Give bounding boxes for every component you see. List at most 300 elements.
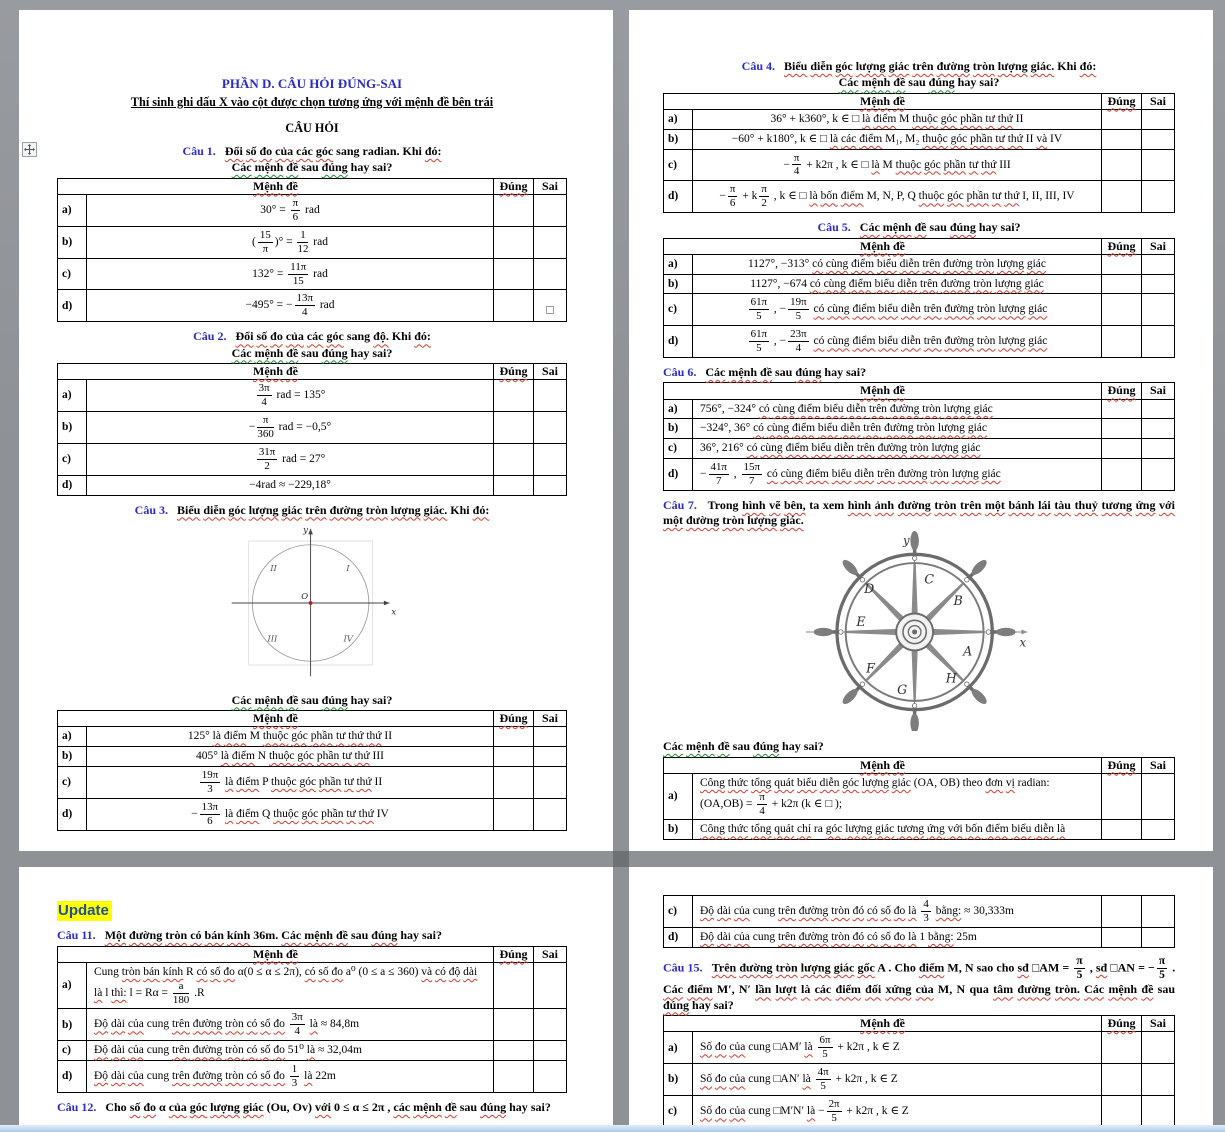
- statement-cell: Độ dài của cung trên đường tròn đó có số đo là $\frac{4}{3}$ bằng: ≈ 30,333m: [693, 896, 1102, 928]
- dung-answer-cell[interactable]: [1102, 1096, 1142, 1128]
- question-table: [57, 178, 567, 323]
- sai-answer-cell[interactable]: [534, 226, 567, 258]
- table-row: [664, 110, 1175, 130]
- dung-answer-cell[interactable]: [1102, 820, 1142, 840]
- row-key: a): [664, 110, 693, 130]
- col-header-menh-de: Mệnh đề: [58, 946, 494, 962]
- table-row: [664, 149, 1175, 181]
- row-key: d): [58, 1061, 87, 1093]
- table-row: [58, 412, 567, 444]
- table-row: [664, 1032, 1175, 1064]
- question-heading: Câu 11. Một đường tròn có bán kính 36m. Các mệnh đề sau đúng hay sai?: [57, 928, 443, 943]
- dung-answer-cell[interactable]: [494, 766, 534, 798]
- dung-answer-cell[interactable]: [1102, 399, 1142, 419]
- sai-answer-cell[interactable]: [1142, 1064, 1175, 1096]
- svg-text:H: H: [945, 670, 957, 686]
- svg-text:O: O: [301, 591, 309, 602]
- question-table: [57, 946, 567, 1093]
- sai-answer-cell[interactable]: [534, 1009, 567, 1041]
- table-row: [664, 458, 1175, 490]
- table-move-handle-icon[interactable]: [22, 142, 37, 157]
- svg-text:x: x: [1019, 636, 1027, 651]
- dung-answer-cell[interactable]: [1102, 773, 1142, 820]
- row-key: b): [58, 226, 87, 258]
- sai-answer-cell[interactable]: [534, 1041, 567, 1061]
- statement-cell: − $\frac{13\pi}{6}$ là điểm Q thuộc góc phần tư thứ IV: [87, 798, 494, 830]
- sai-answer-cell[interactable]: [1142, 129, 1175, 149]
- question-q2: [57, 329, 567, 495]
- col-header-dung: Đúng: [1102, 383, 1142, 399]
- sai-answer-cell[interactable]: [1142, 419, 1175, 439]
- statement-cell: 36° + k360°, k ∈ □ là điểm M thuộc góc phần tư thứ II: [693, 110, 1102, 130]
- sai-answer-cell[interactable]: [534, 727, 567, 747]
- table-row: [58, 444, 567, 476]
- sai-answer-cell[interactable]: [534, 962, 567, 1009]
- sai-answer-cell[interactable]: [1142, 181, 1175, 213]
- col-header-sai: Sai: [1142, 383, 1175, 399]
- dung-answer-cell[interactable]: [494, 1041, 534, 1061]
- dung-answer-cell[interactable]: [1102, 274, 1142, 294]
- col-header-menh-de: Mệnh đề: [664, 1016, 1102, 1032]
- col-header-menh-de: Mệnh đề: [58, 711, 494, 727]
- row-key: c): [664, 294, 693, 326]
- fraction: $\frac{\pi}{5}$: [1076, 954, 1083, 981]
- col-header-sai: Sai: [534, 178, 567, 194]
- table-row: [58, 798, 567, 830]
- col-header-dung: Đúng: [494, 711, 534, 727]
- statement-cell: −324°, 36° có cùng điểm biểu diễn trên đường tròn lượng giác: [693, 419, 1102, 439]
- col-header-sai: Sai: [1142, 238, 1175, 254]
- col-header-sai: Sai: [1142, 1016, 1175, 1032]
- fraction: $\frac{\pi}{4}$: [793, 151, 800, 178]
- dung-answer-cell[interactable]: [494, 747, 534, 767]
- col-header-dung: Đúng: [494, 364, 534, 380]
- fraction: $\frac{4}{3}$: [923, 898, 929, 924]
- col-header-dung: Đúng: [494, 946, 534, 962]
- row-key: b): [664, 129, 693, 149]
- svg-text:B: B: [953, 593, 963, 609]
- row-key: b): [58, 412, 87, 444]
- section-subtitle: CÂU HỎI: [285, 121, 339, 136]
- row-key: b): [664, 419, 693, 439]
- sai-answer-cell[interactable]: [1142, 1096, 1175, 1128]
- fraction: $\frac{15}{\pi}$: [259, 228, 271, 255]
- dung-answer-cell[interactable]: [494, 798, 534, 830]
- question-heading: Câu 6. Các mệnh đề sau đúng hay sai?: [663, 365, 867, 380]
- row-key: d): [58, 475, 87, 495]
- svg-text:IV: IV: [343, 633, 353, 644]
- col-header-dung: Đúng: [1102, 757, 1142, 773]
- statement-cell: Công thức tổng quát chỉ ra góc lượng giác tương ứng với bốn điểm biểu diễn là: [693, 820, 1102, 840]
- sai-answer-cell[interactable]: [534, 766, 567, 798]
- fraction: $\frac{15\pi}{7}$: [743, 460, 760, 487]
- dung-answer-cell[interactable]: [1102, 254, 1142, 274]
- col-header-sai: Sai: [1142, 757, 1175, 773]
- sai-answer-cell[interactable]: [534, 1061, 567, 1093]
- dung-answer-cell[interactable]: [1102, 458, 1142, 490]
- question-subprompt: Các mệnh đề sau đúng hay sai?: [231, 160, 393, 175]
- continuation-table: [663, 895, 1175, 948]
- question-label: Câu 11.: [57, 928, 96, 943]
- dung-answer-cell[interactable]: [1102, 326, 1142, 358]
- table-row: [58, 290, 567, 322]
- sai-answer-cell[interactable]: [1142, 399, 1175, 419]
- row-key: d): [58, 798, 87, 830]
- statement-cell: Số đo của cung □AN′ là $\frac{4\pi}{5}$ + k2π , k ∈ Z: [693, 1064, 1102, 1096]
- col-header-sai: Sai: [534, 946, 567, 962]
- statement-cell: $\frac{19\pi}{3}$ là điểm P thuộc góc phần tư thứ II: [87, 766, 494, 798]
- statement-cell: − $\frac{\pi}{360}$ rad = −0,5°: [87, 412, 494, 444]
- row-key: d): [664, 181, 693, 213]
- table-row: [58, 1061, 567, 1093]
- dung-answer-cell[interactable]: [1102, 294, 1142, 326]
- table-row: [58, 226, 567, 258]
- dung-answer-cell[interactable]: [1102, 129, 1142, 149]
- question-subprompt: Các mệnh đề sau đúng hay sai?: [663, 739, 824, 754]
- dung-answer-cell[interactable]: [1102, 439, 1142, 459]
- sai-answer-cell[interactable]: [1142, 326, 1175, 358]
- fraction: $\frac{\pi}{2}$: [761, 183, 767, 210]
- sai-answer-cell[interactable]: [1142, 896, 1175, 928]
- section-title: PHẦN D. CÂU HỎI ĐÚNG-SAI: [221, 76, 403, 91]
- dung-answer-cell[interactable]: [1102, 927, 1142, 947]
- table-row: [58, 766, 567, 798]
- statement-cell: 1127°, −313° có cùng điểm biểu diễn trên đường tròn lượng giác: [693, 254, 1102, 274]
- col-header-sai: Sai: [534, 364, 567, 380]
- fraction: $\frac{61\pi}{5}$: [750, 296, 768, 323]
- question-table: [663, 1015, 1175, 1128]
- question-table: [663, 238, 1175, 358]
- question-heading: Câu 3. Biểu diễn góc lượng giác trên đường tròn lượng giác. Khi đó:: [134, 502, 490, 517]
- dung-answer-cell[interactable]: [494, 412, 534, 444]
- statement-cell: −495° = − $\frac{13\pi}{4}$ rad: [87, 290, 494, 322]
- unit-circle-figure: [211, 521, 413, 685]
- row-key: b): [58, 1009, 87, 1041]
- question-label: Câu 7.: [663, 497, 697, 512]
- col-header-menh-de: Mệnh đề: [58, 178, 494, 194]
- question-label: Câu 1.: [182, 143, 216, 158]
- table-row: [664, 274, 1175, 294]
- row-key: d): [664, 458, 693, 490]
- row-key: c): [58, 258, 87, 290]
- sai-answer-cell[interactable]: [1142, 927, 1175, 947]
- fraction: $\frac{31\pi}{2}$: [258, 446, 276, 472]
- table-row: [58, 1041, 567, 1061]
- table-row: [664, 294, 1175, 326]
- dung-answer-cell[interactable]: [1102, 181, 1142, 213]
- row-key: c): [58, 1041, 87, 1061]
- svg-text:x: x: [391, 606, 397, 617]
- document-page-bottom-left: [19, 867, 613, 1132]
- row-key: b): [664, 820, 693, 840]
- statement-cell: 132° = $\frac{11\pi}{15}$ rad: [87, 258, 494, 290]
- table-row: [664, 254, 1175, 274]
- dung-answer-cell[interactable]: [1102, 1032, 1142, 1064]
- svg-text:G: G: [897, 682, 908, 698]
- update-badge: Update: [57, 901, 112, 921]
- col-header-dung: Đúng: [1102, 93, 1142, 109]
- document-page-bottom-right: [629, 867, 1213, 1132]
- row-key: a): [58, 962, 87, 1009]
- row-key: a): [58, 194, 87, 226]
- fraction: $\frac{13\pi}{4}$: [296, 292, 313, 319]
- question-label: Câu 3.: [134, 502, 169, 517]
- question-heading: Câu 4. Biểu diễn góc lượng giác trên đường tròn lượng giác. Khi đó:: [741, 59, 1097, 73]
- table-row: [664, 439, 1175, 459]
- dung-answer-cell[interactable]: [494, 258, 534, 290]
- row-key: d): [664, 927, 693, 947]
- question-subprompt: Các mệnh đề sau đúng hay sai?: [838, 75, 1000, 90]
- question-heading: Câu 5. Các mệnh đề sau đúng hay sai?: [817, 220, 1021, 235]
- table-row: [664, 1064, 1175, 1096]
- question-q7: [663, 498, 1175, 840]
- svg-text:I: I: [346, 563, 350, 574]
- statement-cell: $\frac{31\pi}{2}$ rad = 27°: [87, 444, 494, 476]
- question-heading: Câu 15. Trên đường tròn lượng giác gốc A . Cho điểm M, N sao cho sđ □AM = $\frac{\pi}{5}$ , sđ □AN = − $\frac{\pi}{5}$ . Các điểm M′, N′ lần lượt là các điểm đối xứng của M, N qua tâm đường tròn. Các mệnh đề sau đúng hay sai?: [663, 954, 1176, 1012]
- question-heading: Câu 7. Trong hình vẽ bên, ta xem hình ảnh đường tròn trên một bánh lái tàu thuỷ tương ứng với một đường tròn lượng giác.: [663, 497, 1176, 528]
- document-page-top-left: [19, 10, 613, 851]
- table-row: [664, 1096, 1175, 1128]
- row-key: d): [664, 326, 693, 358]
- questions-container: [663, 895, 1175, 1128]
- svg-text:II: II: [270, 563, 277, 574]
- sai-answer-cell[interactable]: [1142, 274, 1175, 294]
- anchor-mark: [546, 306, 554, 314]
- statement-cell: Độ dài của cung trên đường tròn có số đo 51⁰ là ≈ 32,04m: [87, 1041, 494, 1061]
- row-key: c): [58, 444, 87, 476]
- questions-container: [57, 928, 567, 1093]
- sai-answer-cell[interactable]: [534, 798, 567, 830]
- col-header-menh-de: Mệnh đề: [664, 238, 1102, 254]
- dung-answer-cell[interactable]: [494, 475, 534, 495]
- questions-container: [663, 59, 1175, 840]
- statement-cell: Cung tròn bán kính R có số đo α(0 ≤ α ≤ 2π), có số đo a⁰ (0 ≤ a ≤ 360) và có độ dài là l thì: l = Rα = $\frac{a}{180}$ .R: [87, 962, 494, 1009]
- dung-answer-cell[interactable]: [494, 1009, 534, 1041]
- svg-text:C: C: [924, 571, 934, 587]
- statement-cell: Độ dài của cung trên đường tròn có số đo $\frac{1}{3}$ là 22m: [87, 1061, 494, 1093]
- statement-cell: −4rad ≈ −229,18°: [87, 475, 494, 495]
- dung-answer-cell[interactable]: [494, 380, 534, 412]
- question-table: [663, 757, 1175, 841]
- question-label: Câu 2.: [193, 329, 227, 344]
- dung-answer-cell[interactable]: [494, 727, 534, 747]
- question-q5: [663, 220, 1175, 358]
- statement-cell: −60° + k180°, k ∈ □ là các điểm M₁, M₂ thuộc góc phần tư thứ II và IV: [693, 129, 1102, 149]
- statement-cell: − $\frac{\pi}{6}$ + k $\frac{\pi}{2}$ , k ∈ □ là bốn điểm M, N, P, Q thuộc góc phần tư thứ I, II, III, IV: [693, 181, 1102, 213]
- question-table: [57, 710, 567, 830]
- row-key: a): [664, 1032, 693, 1064]
- statement-cell: Số đo của cung □M′N′ là − $\frac{2\pi}{5}$ + k2π , k ∈ Z: [693, 1096, 1102, 1128]
- row-key: b): [58, 747, 87, 767]
- fraction: $\frac{23\pi}{4}$: [790, 328, 807, 355]
- col-header-dung: Đúng: [494, 178, 534, 194]
- question-12-heading: Câu 12. Cho số đo α của góc lượng giác (Ou, Ov) với 0 ≤ α ≤ 2π , các mệnh đề sau đúng hay sai?: [57, 1099, 551, 1114]
- svg-text:y: y: [303, 524, 308, 535]
- fraction: $\frac{a}{180}$: [172, 979, 190, 1006]
- table-row: [58, 962, 567, 1009]
- col-header-sai: Sai: [534, 711, 567, 727]
- question-label: Câu 5.: [817, 220, 851, 235]
- question-subprompt: Các mệnh đề sau đúng hay sai?: [231, 345, 393, 360]
- statement-cell: Công thức tổng quát biểu diễn góc lượng giác (OA, OB) theo đơn vị radian: (OA,OB) = $\frac{\pi}{4}$ + k2π (k ∈ □ );: [693, 773, 1102, 820]
- statement-cell: 756°, −324° có cùng điểm biểu diễn trên đường tròn lượng giác: [693, 399, 1102, 419]
- table-row: [664, 326, 1175, 358]
- fraction: $\frac{13\pi}{6}$: [201, 800, 219, 827]
- row-key: c): [58, 766, 87, 798]
- dung-answer-cell[interactable]: [494, 444, 534, 476]
- sai-answer-cell[interactable]: [1142, 254, 1175, 274]
- questions-container: [57, 144, 567, 831]
- sai-answer-cell[interactable]: [534, 444, 567, 476]
- question-table: [57, 363, 567, 496]
- sai-answer-cell[interactable]: [1142, 773, 1175, 820]
- question-q11: [57, 928, 567, 1093]
- row-key: c): [664, 149, 693, 181]
- dung-answer-cell[interactable]: [1102, 1064, 1142, 1096]
- row-key: b): [664, 1064, 693, 1096]
- col-header-menh-de: Mệnh đề: [664, 93, 1102, 109]
- document-page-top-right: [629, 10, 1213, 851]
- statement-cell: $\frac{61\pi}{5}$ , − $\frac{19\pi}{5}$ có cùng điểm biểu diễn trên đường tròn lượng giác: [693, 294, 1102, 326]
- fraction: $\frac{19\pi}{5}$: [790, 296, 807, 323]
- question-label: Câu 15.: [663, 959, 703, 974]
- question-heading: Câu 2. Đổi số đo của các góc sang độ. Khi đó:: [193, 329, 431, 344]
- fraction: $\frac{\pi}{360}$: [257, 414, 274, 441]
- dung-answer-cell[interactable]: [1102, 896, 1142, 928]
- statement-cell: 125° là điểm M thuộc góc phần tư thứ thứ II: [87, 727, 494, 747]
- col-header-menh-de: Mệnh đề: [664, 383, 1102, 399]
- sai-answer-cell[interactable]: [1142, 149, 1175, 181]
- row-key: d): [58, 290, 87, 322]
- question-label: Câu 12.: [57, 1099, 97, 1114]
- question-label: Câu 6.: [663, 365, 697, 380]
- svg-text:III: III: [267, 633, 278, 644]
- table-row: [58, 1009, 567, 1041]
- question-q6: [663, 365, 1175, 491]
- row-key: b): [664, 274, 693, 294]
- table-row: [58, 258, 567, 290]
- sai-answer-cell[interactable]: [534, 412, 567, 444]
- table-row: [58, 475, 567, 495]
- fraction: $\frac{\pi}{6}$: [729, 183, 736, 210]
- statement-cell: Số đo của cung □AM′ là $\frac{6\pi}{5}$ + k2π , k ∈ Z: [693, 1032, 1102, 1064]
- svg-text:A: A: [963, 643, 973, 659]
- bottom-selection-bar: [0, 1125, 1225, 1132]
- statement-cell: 1127°, −674 có cùng điểm biểu diễn trên đường tròn lượng giác: [693, 274, 1102, 294]
- row-key: c): [664, 439, 693, 459]
- dung-answer-cell[interactable]: [494, 290, 534, 322]
- fraction: $\frac{4\pi}{5}$: [817, 1066, 829, 1093]
- question-table: [663, 382, 1175, 490]
- ship-wheel-figure-wrap: [663, 531, 1175, 736]
- table-row: [58, 194, 567, 226]
- question-q4: [663, 59, 1175, 213]
- col-header-dung: Đúng: [1102, 238, 1142, 254]
- dung-answer-cell[interactable]: [494, 226, 534, 258]
- question-q1: [57, 144, 567, 322]
- dung-answer-cell[interactable]: [1102, 110, 1142, 130]
- question-q15: [663, 955, 1175, 1128]
- table-row: [664, 399, 1175, 419]
- fraction: $\frac{1}{12}$: [297, 228, 309, 255]
- dung-answer-cell[interactable]: [494, 962, 534, 1009]
- fraction: $\frac{\pi}{5}$: [1158, 954, 1166, 981]
- sai-answer-cell[interactable]: [1142, 439, 1175, 459]
- fraction: $\frac{11\pi}{15}$: [290, 260, 307, 287]
- question-table: [663, 93, 1175, 213]
- statement-cell: Độ dài của cung trên đường tròn đó có số đo là 1 bằng: 25m: [693, 927, 1102, 947]
- fraction: $\frac{\pi}{6}$: [292, 196, 299, 223]
- dung-answer-cell[interactable]: [494, 194, 534, 226]
- dung-answer-cell[interactable]: [494, 1061, 534, 1093]
- question-subprompt: Các mệnh đề sau đúng hay sai?: [231, 692, 393, 707]
- sai-answer-cell[interactable]: [534, 380, 567, 412]
- sai-answer-cell[interactable]: [534, 258, 567, 290]
- table-row: [664, 896, 1175, 928]
- sai-answer-cell[interactable]: [534, 194, 567, 226]
- statement-cell: 30° = $\frac{\pi}{6}$ rad: [87, 194, 494, 226]
- table-row: [664, 927, 1175, 947]
- row-key: c): [664, 896, 693, 928]
- question-q3: [57, 503, 567, 831]
- page-separator-intersection: [613, 851, 629, 867]
- statement-cell: ( $\frac{15}{\pi}$ )° = $\frac{1}{12}$ rad: [87, 226, 494, 258]
- fraction: $\frac{2\pi}{5}$: [828, 1098, 840, 1125]
- row-key: a): [58, 380, 87, 412]
- table-row: [664, 773, 1175, 820]
- fraction: $\frac{3\pi}{4}$: [258, 382, 270, 409]
- sai-answer-cell[interactable]: [534, 475, 567, 495]
- fraction: $\frac{6\pi}{5}$: [819, 1034, 831, 1061]
- sai-answer-cell[interactable]: [1142, 110, 1175, 130]
- sai-answer-cell[interactable]: [1142, 820, 1175, 840]
- statement-cell: 36°, 216° có cùng điểm biểu diễn trên đường tròn lượng giác: [693, 439, 1102, 459]
- row-key: c): [664, 1096, 693, 1128]
- svg-text:E: E: [856, 614, 866, 630]
- fraction: $\frac{41\pi}{7}$: [710, 460, 727, 487]
- ship-wheel-figure: [800, 531, 1038, 731]
- sai-answer-cell[interactable]: [1142, 294, 1175, 326]
- dung-answer-cell[interactable]: [1102, 149, 1142, 181]
- col-header-sai: Sai: [1142, 93, 1175, 109]
- fraction: $\frac{\pi}{4}$: [759, 790, 765, 817]
- dung-answer-cell[interactable]: [1102, 419, 1142, 439]
- table-row: [664, 419, 1175, 439]
- sai-answer-cell[interactable]: [534, 747, 567, 767]
- fraction: $\frac{3\pi}{4}$: [291, 1011, 303, 1038]
- sai-answer-cell[interactable]: [1142, 1032, 1175, 1064]
- table-row: [664, 181, 1175, 213]
- svg-text:D: D: [864, 581, 875, 597]
- row-key: a): [664, 254, 693, 274]
- sai-answer-cell[interactable]: [1142, 458, 1175, 490]
- statement-cell: 405° là điểm N thuộc góc phần tư thứ III: [87, 747, 494, 767]
- col-header-menh-de: Mệnh đề: [664, 757, 1102, 773]
- svg-text:y: y: [902, 534, 910, 549]
- row-key: a): [664, 773, 693, 820]
- table-row: [58, 747, 567, 767]
- table-row: [664, 129, 1175, 149]
- unit-circle-figure-wrap: [57, 521, 567, 690]
- statement-cell: $\frac{3\pi}{4}$ rad = 135°: [87, 380, 494, 412]
- row-key: a): [58, 727, 87, 747]
- question-label: Câu 4.: [741, 59, 776, 73]
- table-row: [664, 820, 1175, 840]
- statement-cell: $\frac{61\pi}{5}$ , − $\frac{23\pi}{4}$ có cùng điểm biểu diễn trên đường tròn lượng giác: [693, 326, 1102, 358]
- statement-cell: − $\frac{\pi}{4}$ + k2π , k ∈ □ là M thuộc góc phần tư thứ III: [693, 149, 1102, 181]
- fraction: $\frac{19\pi}{3}$: [201, 768, 219, 795]
- row-key: a): [664, 399, 693, 419]
